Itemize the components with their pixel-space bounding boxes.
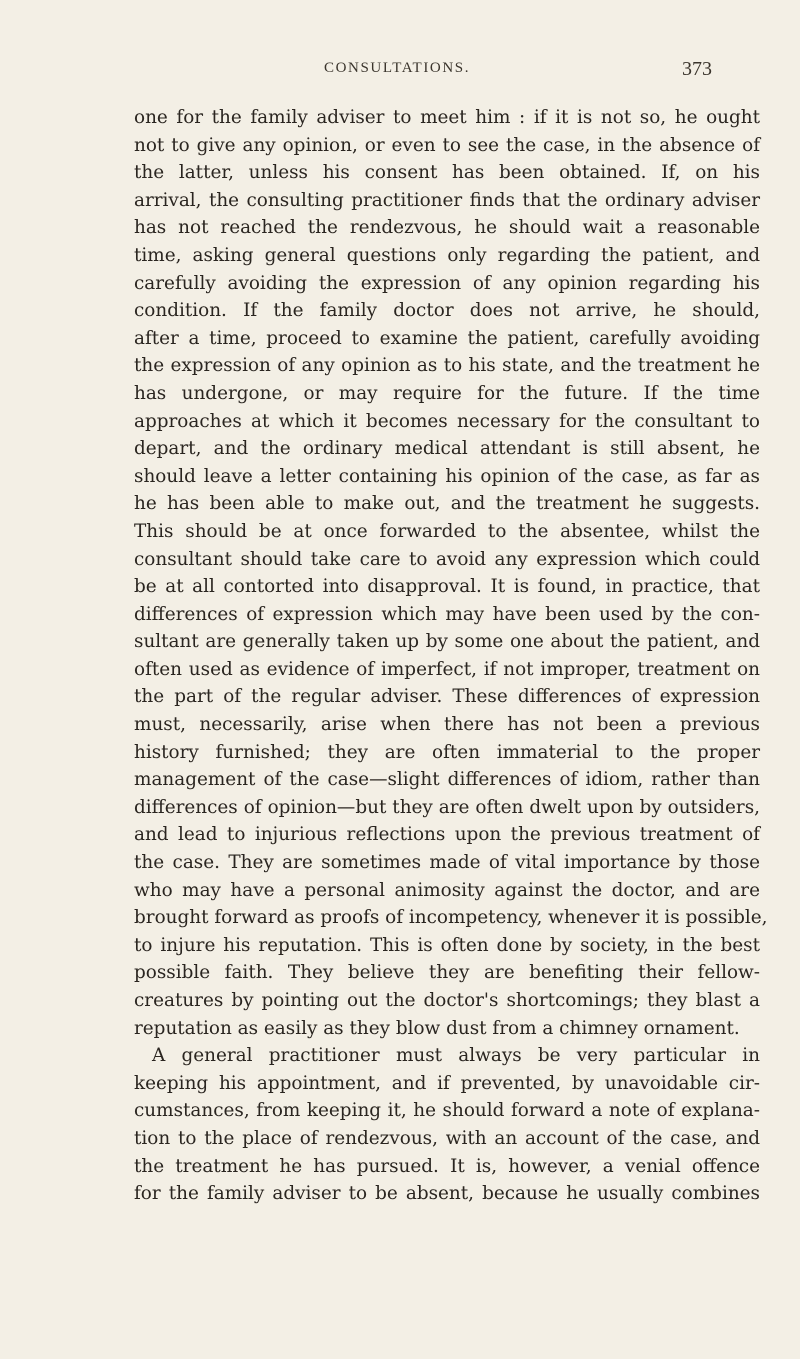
text-line: has undergone, or may require for the future. If the time	[134, 382, 760, 404]
text-line: creatures by pointing out the doctor's shortcomings; they blast a	[134, 990, 760, 1011]
text-line: time, asking general questions only regarding the patient, and	[134, 244, 760, 266]
text-line: the latter, unless his consent has been obtained. If, on his	[134, 162, 760, 184]
text-line: has not reached the rendezvous, he should wait a reasonable	[134, 217, 760, 239]
text-line: often used as evidence of imperfect, if not improper, treatment on	[134, 658, 760, 680]
text-line: the treatment he has pursued. It is, however, a venial offence	[134, 1155, 760, 1177]
text-line: possible faith. They believe they are benefiting their fellow-	[134, 962, 760, 984]
text-line: This should be at once forwarded to the absentee, whilst the	[134, 520, 760, 542]
text-line: keeping his appointment, and if prevented, by unavoidable cir-	[134, 1072, 760, 1094]
page-number: 373	[682, 58, 712, 80]
text-line: reputation as easily as they blow dust from a chimney ornament.	[134, 1017, 740, 1039]
text-line: condition. If the family doctor does not arrive, he should,	[134, 300, 760, 322]
text-line: approaches at which it becomes necessary for the consultant to	[134, 410, 760, 432]
text-line: differences of opinion—but they are often dwelt upon by outsiders,	[134, 796, 760, 818]
text-line: after a time, proceed to examine the patient, carefully avoiding	[134, 327, 760, 349]
text-line: must, necessarily, arise when there has not been a previous	[134, 714, 760, 736]
text-line: history furnished; they are often immaterial to the proper	[134, 741, 760, 763]
text-line: consultant should take care to avoid any expression which could	[134, 548, 760, 570]
text-line: the part of the regular adviser. These differences of expression	[134, 686, 760, 708]
text-line: be at all contorted into disapproval. It is found, in practice, that	[134, 576, 760, 598]
text-line: carefully avoiding the expression of any opinion regarding his	[134, 272, 760, 294]
text-line: the case. They are sometimes made of vital importance by those	[134, 852, 760, 874]
text-line: and lead to injurious reflections upon the previous treatment of	[134, 824, 760, 846]
text-line: A general practitioner must always be very particular in	[152, 1045, 760, 1067]
text-line: he has been able to make out, and the treatment he suggests.	[134, 493, 760, 515]
text-line: cumstances, from keeping it, he should forward a note of explana-	[134, 1100, 760, 1122]
running-head	[0, 60, 800, 84]
text-line: not to give any opinion, or even to see the case, in the absence of	[134, 134, 760, 156]
text-line: who may have a personal animosity against the doctor, and are	[134, 879, 760, 901]
text-line: differences of expression which may have been used by the con-	[134, 603, 760, 625]
text-line: one for the family adviser to meet him : if it is not so, he ought	[134, 107, 760, 128]
text-line: for the family adviser to be absent, because he usually combines	[134, 1183, 760, 1205]
text-line: the expression of any opinion as to his state, and the treatment he	[134, 355, 760, 377]
text-line: depart, and the ordinary medical attendant is still absent, he	[134, 438, 760, 460]
paragraph-1	[134, 104, 768, 1042]
body-text	[134, 104, 768, 1208]
text-line: to injure his reputation. This is often done by society, in the best	[134, 934, 760, 956]
running-title: CONSULTATIONS.	[324, 60, 471, 76]
text-line: should leave a letter containing his opinion of the case, as far as	[134, 465, 760, 487]
text-line: management of the case—slight differences of idiom, rather than	[134, 769, 760, 791]
text-line: tion to the place of rendezvous, with an account of the case, and	[134, 1127, 760, 1149]
text-line: brought forward as proofs of incompetency, whenever it is possible,	[134, 907, 768, 929]
paragraph-2	[134, 1042, 760, 1208]
text-line: arrival, the consulting practitioner finds that the ordinary adviser	[134, 189, 760, 211]
text-line: sultant are generally taken up by some one about the patient, and	[134, 631, 760, 653]
